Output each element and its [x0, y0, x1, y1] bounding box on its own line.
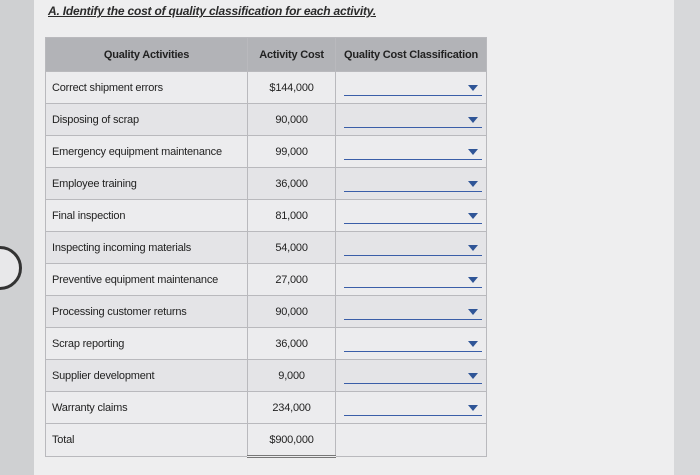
left-margin — [0, 0, 34, 475]
classification-dropdown[interactable] — [344, 239, 482, 256]
table-row — [46, 328, 487, 360]
question-text: A. Identify the cost of quality classification for each activity. — [48, 4, 376, 18]
activity-cost: 99,000 — [248, 136, 336, 168]
activity-name: Warranty claims — [46, 392, 248, 424]
activity-name: Scrap reporting — [46, 328, 248, 360]
classification-dropdown[interactable] — [344, 175, 482, 192]
activity-name: Processing customer returns — [46, 296, 248, 328]
header-cost: Activity Cost — [248, 38, 336, 72]
chevron-down-icon[interactable] — [468, 117, 478, 123]
classification-dropdown[interactable] — [344, 271, 482, 288]
activity-cost: 36,000 — [248, 328, 336, 360]
total-label: Total — [46, 424, 248, 457]
classification-dropdown[interactable] — [344, 79, 482, 96]
chevron-down-icon[interactable] — [468, 341, 478, 347]
table-row — [46, 104, 487, 136]
activity-cost: 9,000 — [248, 360, 336, 392]
chevron-down-icon[interactable] — [468, 85, 478, 91]
table-row — [46, 72, 487, 104]
classification-dropdown[interactable] — [344, 111, 482, 128]
classification-dropdown[interactable] — [344, 335, 482, 352]
activity-name: Inspecting incoming materials — [46, 232, 248, 264]
chevron-down-icon[interactable] — [468, 277, 478, 283]
activity-cost: 90,000 — [248, 296, 336, 328]
activity-name: Employee training — [46, 168, 248, 200]
activity-cost: 90,000 — [248, 104, 336, 136]
chevron-down-icon[interactable] — [468, 213, 478, 219]
classification-dropdown[interactable] — [344, 303, 482, 320]
activity-name: Final inspection — [46, 200, 248, 232]
activity-cost: 36,000 — [248, 168, 336, 200]
navigation-circle-icon[interactable] — [0, 246, 22, 290]
header-activity: Quality Activities — [46, 38, 248, 72]
activity-name: Supplier development — [46, 360, 248, 392]
activity-name: Emergency equipment maintenance — [46, 136, 248, 168]
classification-dropdown[interactable] — [344, 399, 482, 416]
table-row — [46, 200, 487, 232]
table-row — [46, 264, 487, 296]
activity-cost: 27,000 — [248, 264, 336, 296]
activity-cost: 81,000 — [248, 200, 336, 232]
chevron-down-icon[interactable] — [468, 149, 478, 155]
classification-dropdown[interactable] — [344, 143, 482, 160]
table-row — [46, 360, 487, 392]
header-classification: Quality Cost Classification — [336, 38, 487, 72]
total-cost: $900,000 — [248, 424, 336, 457]
table-header-row — [46, 38, 487, 72]
chevron-down-icon[interactable] — [468, 309, 478, 315]
table-row — [46, 168, 487, 200]
total-empty-cell — [336, 424, 487, 457]
total-row — [46, 424, 487, 457]
classification-dropdown[interactable] — [344, 367, 482, 384]
activity-cost: 54,000 — [248, 232, 336, 264]
table-row — [46, 232, 487, 264]
table-row — [46, 296, 487, 328]
activity-name: Preventive equipment maintenance — [46, 264, 248, 296]
activity-name: Correct shipment errors — [46, 72, 248, 104]
activity-cost: $144,000 — [248, 72, 336, 104]
chevron-down-icon[interactable] — [468, 373, 478, 379]
chevron-down-icon[interactable] — [468, 181, 478, 187]
table-row — [46, 392, 487, 424]
activity-cost: 234,000 — [248, 392, 336, 424]
chevron-down-icon[interactable] — [468, 245, 478, 251]
quality-cost-table — [45, 37, 487, 458]
chevron-down-icon[interactable] — [468, 405, 478, 411]
activity-name: Disposing of scrap — [46, 104, 248, 136]
classification-dropdown[interactable] — [344, 207, 482, 224]
table-row — [46, 136, 487, 168]
